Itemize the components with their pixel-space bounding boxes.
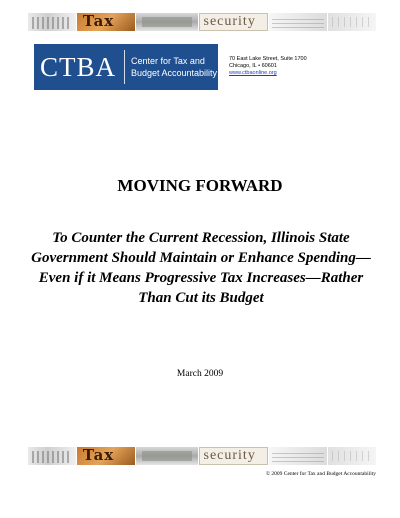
website-link[interactable]: www.ctbaonline.org	[229, 70, 277, 76]
logo-mark: CTBA	[40, 51, 117, 82]
ledger-image	[328, 13, 376, 31]
copyright-notice: © 2009 Center for Tax and Budget Accountability	[265, 471, 376, 477]
financial-document-image	[269, 13, 327, 31]
tax-word-image: Tax	[77, 447, 135, 465]
security-word-image: security	[199, 447, 269, 465]
address-street: 70 East Lake Street, Suite 1700	[229, 56, 307, 62]
address-city: Chicago, IL • 60601	[229, 63, 277, 69]
ctba-logo	[34, 44, 218, 90]
logo-divider	[124, 50, 125, 84]
bar-chart-image	[28, 447, 76, 465]
address-block	[229, 56, 307, 77]
financial-document-image	[269, 447, 327, 465]
document-title: MOVING FORWARD	[117, 176, 283, 195]
currency-bill-image	[136, 447, 198, 465]
document-subtitle: To Counter the Current Recession, Illinois State Government Should Maintain or Enhance Spending—Even if it Means Progressive Tax Increases—Rather Than Cut its Budget	[31, 230, 371, 306]
bar-chart-image	[28, 13, 76, 31]
currency-bill-image	[136, 13, 198, 31]
ledger-image	[328, 447, 376, 465]
tax-word-image: Tax	[77, 13, 135, 31]
footer-image-strip	[28, 447, 376, 465]
document-date: March 2009	[176, 369, 224, 379]
header-image-strip	[28, 13, 376, 31]
logo-name: Center for Tax and Budget Accountability	[131, 56, 218, 78]
security-word-image: security	[199, 13, 269, 31]
